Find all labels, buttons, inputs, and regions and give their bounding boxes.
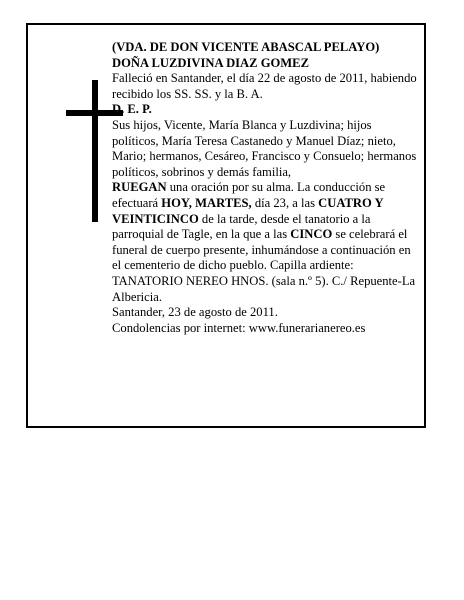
funeral-time-label: CINCO xyxy=(290,227,333,242)
obituary-text xyxy=(112,40,418,336)
family-list: Sus hijos, Vicente, María Blanca y Luzdivina; hijos políticos, María Teresa Castanedo y Manuel Díaz; nieto, Mario; hermanos, Cesáreo, Francisco y Consuelo; hermanos políticos, sobrinos y demás familia, xyxy=(112,117,417,179)
today-label: HOY, MARTES, xyxy=(161,195,252,210)
request-text-4: se celebrará el funeral de cuerpo presente, inhumándose a continuación en el cementerio de dicho pueblo. Capilla ardiente: TANATORIO NEREO HNOS. (sala n.º 5). C./ Repuente-La Albericia. xyxy=(112,227,416,304)
request-text-3: de la tarde, desde el tanatorio a la parroquial de Tagle, en la que a las xyxy=(112,211,371,242)
cross-icon xyxy=(92,80,98,222)
request-text-2: día 23, a las xyxy=(251,195,319,210)
death-info: Falleció en Santander, el día 22 de agosto de 2011, habiendo recibido los SS. SS. y la B. A. xyxy=(112,71,417,101)
date-place: Santander, 23 de agosto de 2011. xyxy=(112,305,278,320)
deceased-name: DOÑA LUZDIVINA DIAZ GOMEZ xyxy=(112,55,309,70)
widow-of-line: (VDA. DE DON VICENTE ABASCAL PELAYO) xyxy=(112,40,380,54)
time-label: CUATRO Y VEINTICINCO xyxy=(112,195,384,226)
condolences-line: Condolencias por internet: www.funerarianereo.es xyxy=(112,320,366,335)
dep-line: D. E. P. xyxy=(112,102,152,117)
funeral-details xyxy=(112,180,418,305)
ruegan-label: RUEGAN xyxy=(112,180,167,195)
request-text-1: una oración por su alma. La conducción se efectuará xyxy=(112,180,386,210)
